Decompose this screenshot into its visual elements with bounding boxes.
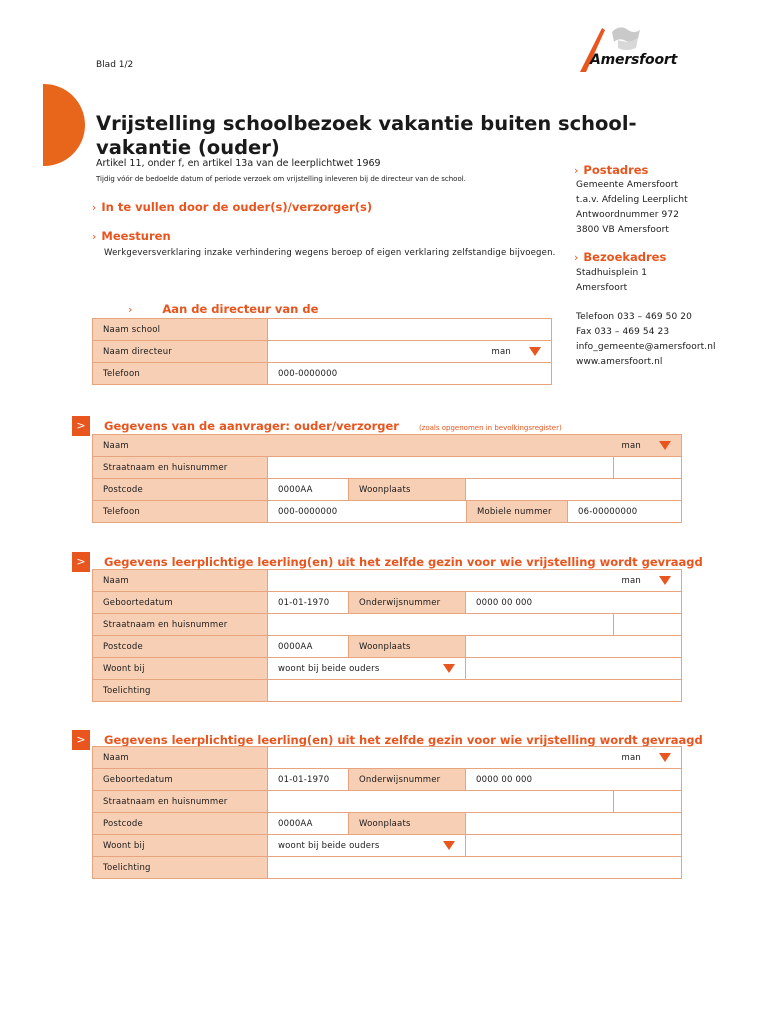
postcode-field[interactable]: 0000AA <box>278 818 313 829</box>
woont-bij-row <box>268 658 682 680</box>
meesturen-text: Werkgeversverklaring inzake verhindering wegens beroep of eigen verklaring zelfstandige bijvoegen. <box>104 248 556 258</box>
telefoon-label: Telefoon <box>93 363 268 385</box>
woonplaats-label: Woonplaats <box>348 813 466 834</box>
telefoon-field[interactable]: 000-0000000 <box>278 506 338 517</box>
naam-label: Naam <box>93 747 268 769</box>
chevron-right-icon: › <box>574 251 579 264</box>
geboortedatum-row <box>268 769 682 791</box>
decorative-half-circle <box>43 84 85 166</box>
naam-school-label: Naam school <box>93 319 268 341</box>
chevron-right-icon: › <box>92 230 97 243</box>
chevron-right-icon: › <box>128 303 133 316</box>
bezoekadres-title: › Bezoekadres <box>574 250 667 264</box>
postcode-label: Postcode <box>93 479 268 501</box>
section-meesturen: › Meesturen <box>92 229 171 243</box>
chevron-down-icon[interactable] <box>443 664 455 673</box>
mobiel-field[interactable]: 06-00000000 <box>578 506 638 517</box>
postadres-line: Antwoordnummer 972 <box>576 210 680 220</box>
chevron-right-icon: › <box>92 201 97 214</box>
naam-label: Naam <box>93 570 268 592</box>
amersfoort-logo <box>572 22 692 78</box>
leerling1-title: Gegevens leerplichtige leerling(en) uit het zelfde gezin voor wie vrijstelling wordt gevraagd <box>104 555 703 569</box>
woont-bij-select[interactable] <box>268 658 466 679</box>
gender-select-value[interactable]: man <box>621 575 641 586</box>
contact-email[interactable]: info_gemeente@amersfoort.nl <box>576 342 716 352</box>
onderwijsnummer-label: Onderwijsnummer <box>348 592 466 613</box>
woont-bij-select[interactable] <box>268 835 466 856</box>
section-marker-icon: > <box>72 416 90 436</box>
woonplaats-field[interactable] <box>466 813 681 834</box>
contact-fax: Fax 033 – 469 54 23 <box>576 327 670 337</box>
woont-bij-value[interactable]: woont bij beide ouders <box>278 840 380 851</box>
woont-bij-extra-field[interactable] <box>466 658 681 679</box>
contact-website[interactable]: www.amersfoort.nl <box>576 357 663 367</box>
huisnummer-field[interactable] <box>613 791 681 812</box>
chevron-down-icon[interactable] <box>659 576 671 585</box>
onderwijsnummer-label: Onderwijsnummer <box>348 769 466 790</box>
leerling2-title: Gegevens leerplichtige leerling(en) uit het zelfde gezin voor wie vrijstelling wordt gevraagd <box>104 733 703 747</box>
telefoon-row <box>268 501 682 523</box>
postcode-field[interactable]: 0000AA <box>278 484 313 495</box>
leerling1-table <box>92 569 682 702</box>
logo-emblem-icon <box>572 22 692 78</box>
straat-row <box>268 791 682 813</box>
page-title: Vrijstelling schoolbezoek vakantie buiten school-vakantie (ouder) <box>96 112 637 159</box>
telefoon-label: Telefoon <box>93 501 268 523</box>
subtitle: Artikel 11, onder f, en artikel 13a van de leerplichtwet 1969 <box>96 158 381 169</box>
onderwijsnummer-field[interactable]: 0000 00 000 <box>476 597 533 608</box>
naam-directeur-field[interactable] <box>268 341 552 363</box>
onderwijsnummer-field[interactable]: 0000 00 000 <box>476 774 533 785</box>
submission-note: Tijdig vóór de bedoelde datum of periode verzoek om vrijstelling inleveren bij de directeur van de school. <box>96 175 466 183</box>
straat-label: Straatnaam en huisnummer <box>93 614 268 636</box>
gender-select-value[interactable]: man <box>491 346 511 357</box>
woonplaats-label: Woonplaats <box>348 479 466 500</box>
leerling2-table <box>92 746 682 879</box>
woont-bij-value[interactable]: woont bij beide ouders <box>278 663 380 674</box>
bezoekadres-block <box>576 266 647 296</box>
page-number: Blad 1/2 <box>96 60 134 70</box>
postcode-label: Postcode <box>93 636 268 658</box>
woont-bij-row <box>268 835 682 857</box>
gender-select-value[interactable]: man <box>621 752 641 763</box>
section-directeur: › Aan de directeur van de <box>128 302 319 316</box>
woont-bij-label: Woont bij <box>93 658 268 680</box>
straat-field[interactable] <box>268 614 613 635</box>
straat-field[interactable] <box>268 791 613 812</box>
postcode-row <box>268 813 682 835</box>
postadres-line: Gemeente Amersfoort <box>576 180 679 190</box>
geboortedatum-field[interactable]: 01-01-1970 <box>278 597 330 608</box>
postadres-line: 3800 VB Amersfoort <box>576 225 670 235</box>
chevron-down-icon[interactable] <box>443 841 455 850</box>
huisnummer-field[interactable] <box>614 457 682 479</box>
naam-directeur-label: Naam directeur <box>93 341 268 363</box>
naam-label <box>93 435 682 457</box>
contact-block <box>576 310 716 370</box>
postcode-label: Postcode <box>93 813 268 835</box>
section-marker-icon: > <box>72 730 90 750</box>
school-table <box>92 318 552 385</box>
chevron-down-icon[interactable] <box>659 753 671 762</box>
bezoekadres-line: Amersfoort <box>576 283 628 293</box>
toelichting-label: Toelichting <box>93 680 268 702</box>
postadres-block <box>576 178 688 238</box>
woonplaats-label: Woonplaats <box>348 636 466 657</box>
section-marker-icon: > <box>72 552 90 572</box>
logo-text: Amersfoort <box>590 52 678 68</box>
chevron-down-icon[interactable] <box>659 441 671 450</box>
postadres-title: › Postadres <box>574 163 649 177</box>
naam-school-field[interactable] <box>268 319 552 341</box>
geboortedatum-field[interactable]: 01-01-1970 <box>278 774 330 785</box>
naam-field[interactable] <box>268 570 682 592</box>
postcode-row <box>268 636 682 658</box>
toelichting-field[interactable] <box>268 680 682 702</box>
toelichting-field[interactable] <box>268 857 682 879</box>
postcode-field[interactable]: 0000AA <box>278 641 313 652</box>
gender-select-value[interactable]: man <box>621 440 641 451</box>
chevron-down-icon[interactable] <box>529 347 541 356</box>
straat-row <box>268 614 682 636</box>
postcode-row <box>268 479 682 501</box>
postadres-line: t.a.v. Afdeling Leerplicht <box>576 195 688 205</box>
geboortedatum-row <box>268 592 682 614</box>
woont-bij-extra-field[interactable] <box>466 835 681 856</box>
naam-label-text: Naam <box>103 440 129 451</box>
bezoekadres-line: Stadhuisplein 1 <box>576 268 648 278</box>
straat-label: Straatnaam en huisnummer <box>93 791 268 813</box>
toelichting-label: Toelichting <box>93 857 268 879</box>
straat-field[interactable] <box>268 457 614 479</box>
aanvrager-note: (zoals opgenomen in bevolkingsregister) <box>418 424 562 432</box>
aanvrager-title: Gegevens van de aanvrager: ouder/verzorger (zoals opgenomen in bevolkingsregister) <box>104 419 562 433</box>
woont-bij-label: Woont bij <box>93 835 268 857</box>
straat-label: Straatnaam en huisnummer <box>93 457 268 479</box>
geboortedatum-label: Geboortedatum <box>93 769 268 791</box>
mobiel-label: Mobiele nummer <box>466 501 568 522</box>
aanvrager-table <box>92 434 682 523</box>
woonplaats-field[interactable] <box>466 636 681 657</box>
woonplaats-field[interactable] <box>466 479 681 500</box>
telefoon-field[interactable]: 000-0000000 <box>268 363 552 385</box>
contact-phone: Telefoon 033 – 469 50 20 <box>576 312 692 322</box>
huisnummer-field[interactable] <box>613 614 681 635</box>
naam-field[interactable] <box>268 747 682 769</box>
chevron-right-icon: › <box>574 164 579 177</box>
geboortedatum-label: Geboortedatum <box>93 592 268 614</box>
section-invullen: › In te vullen door de ouder(s)/verzorger(s) <box>92 200 373 214</box>
